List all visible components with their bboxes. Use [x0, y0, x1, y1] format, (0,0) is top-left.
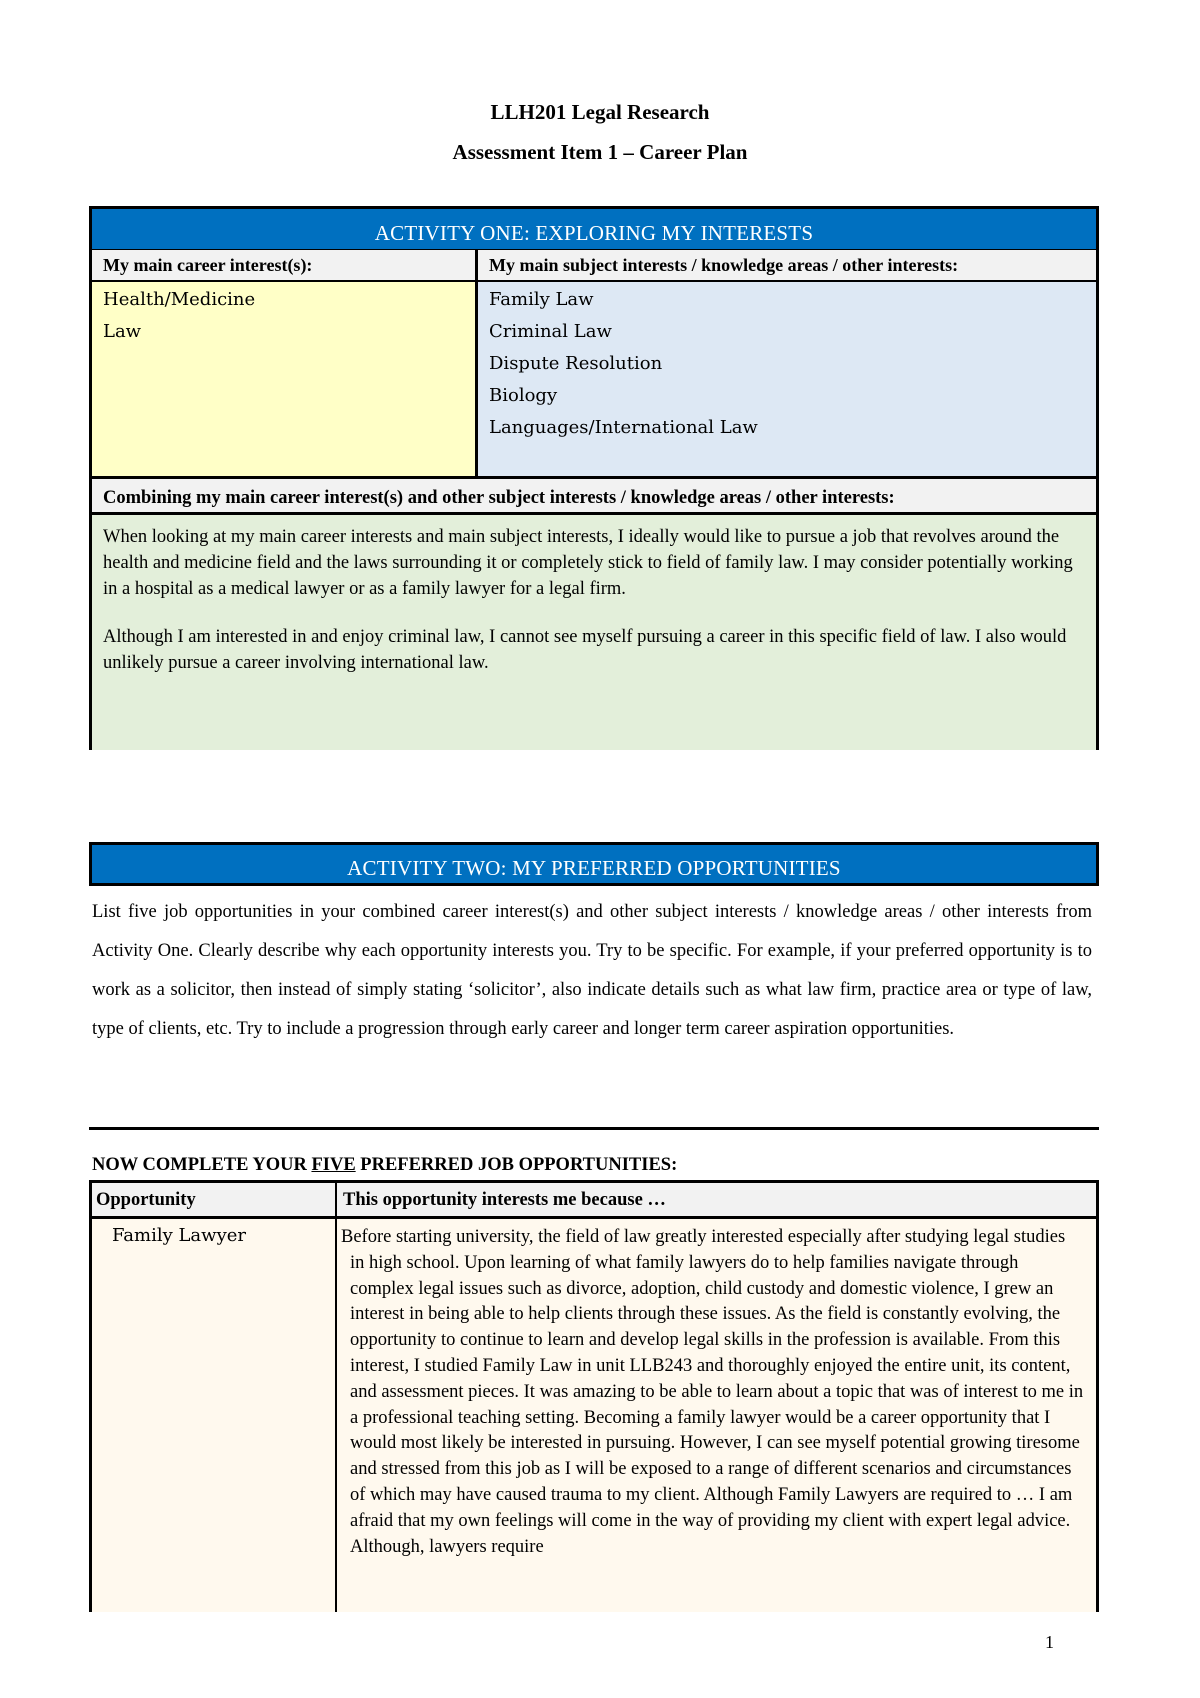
- now-complete-suffix: PREFERRED JOB OPPORTUNITIES:: [355, 1155, 678, 1175]
- combined-paragraph: Although I am interested in and enjoy criminal law, I cannot see myself pursuing a career in this specific field of law. I also would unlikely pursue a career involving international law.: [103, 627, 1067, 673]
- career-interest-cell: [92, 282, 478, 476]
- activity-two-table: [89, 842, 1099, 886]
- section-divider: [89, 1127, 1099, 1130]
- opportunity-column-header: Opportunity: [92, 1183, 337, 1216]
- reason-cell: [337, 1219, 1096, 1612]
- reason-text: Before starting university, the field of law greatly interested especially after studying legal studies in high school. Upon learning of what family lawyers do to help families navigate through complex legal issues such as divorce, adoption, child custody and domestic violence, I grew an interest in being able to help clients through these issues. As the field is constantly evolving, the opportunity to continue to learn and develop legal skills in the profession is available. From this interest, I studied Family Law in unit LLB243 and thoroughly enjoyed the entire unit, its content, and assessment pieces. It was amazing to be able to learn about a topic that was of interest to me in a professional teaching setting. Becoming a family lawyer would be a career opportunity that I would most likely be interested in pursuing. However, I can see myself potential growing tiresome and stressed from this job as I will be exposed to a range of different scenarios and circumstances of which may have caused trauma to my client. Although Family Lawyers are required to … I am afraid that my own feelings will come in the way of providing my client with expert legal advice. Although, lawyers require: [341, 1227, 1084, 1557]
- combined-interests-body: [92, 515, 1096, 750]
- list-item: Dispute Resolution: [489, 353, 663, 374]
- combined-paragraph: When looking at my main career interests and main subject interests, I ideally would like to pursue a job that revolves around the health and medicine field and the laws surrounding it or completely stick to field of family law. I may consider potentially working in a hospital as a medical lawyer or as a family lawyer for a legal firm.: [103, 527, 1073, 599]
- list-item: Criminal Law: [489, 321, 612, 342]
- opportunities-table: [89, 1180, 1099, 1612]
- activity-one-table: [89, 206, 1099, 750]
- list-item: Languages/International Law: [489, 417, 758, 438]
- now-complete-heading: [92, 1155, 677, 1176]
- opportunities-header-row: [92, 1183, 1096, 1219]
- now-complete-prefix: NOW COMPLETE YOUR: [92, 1155, 312, 1175]
- subject-interest-header: My main subject interests / knowledge areas / other interests:: [489, 255, 959, 275]
- activity-two-banner: ACTIVITY TWO: MY PREFERRED OPPORTUNITIES: [92, 845, 1096, 883]
- reason-column-header: This opportunity interests me because …: [343, 1190, 666, 1210]
- activity-one-banner: ACTIVITY ONE: EXPLORING MY INTERESTS: [92, 209, 1096, 250]
- list-item: Biology: [489, 385, 558, 406]
- interests-header-row: [92, 250, 1096, 282]
- document-title: LLH201 Legal Research: [490, 100, 710, 124]
- now-complete-five: FIVE: [311, 1155, 356, 1175]
- document-subtitle: Assessment Item 1 – Career Plan: [452, 140, 748, 164]
- combined-interests-header: Combining my main career interest(s) and other subject interests / knowledge areas / other interests:: [92, 479, 1096, 515]
- interests-list-row: [92, 282, 1096, 479]
- page-number: 1: [1045, 1632, 1054, 1652]
- career-interest-header: My main career interest(s):: [92, 250, 478, 280]
- list-item: Law: [103, 321, 142, 342]
- list-item: Family Law: [489, 289, 594, 310]
- activity-two-instructions: List five job opportunities in your combined career interest(s) and other subject interests / knowledge areas / other interests from Activity One. Clearly describe why each opportunity interests you. Try to be specific. For example, if your preferred opportunity is to work as a solicitor, then instead of simply stating ‘solicitor’, also indicate details such as what law firm, practice area or type of law, type of clients, etc. Try to include a progression through early career and longer term career aspiration opportunities.: [92, 902, 1092, 1039]
- subject-interest-cell: [478, 282, 1096, 476]
- table-row: [92, 1219, 1096, 1612]
- opportunity-cell: Family Lawyer: [92, 1219, 337, 1612]
- list-item: Health/Medicine: [103, 289, 256, 310]
